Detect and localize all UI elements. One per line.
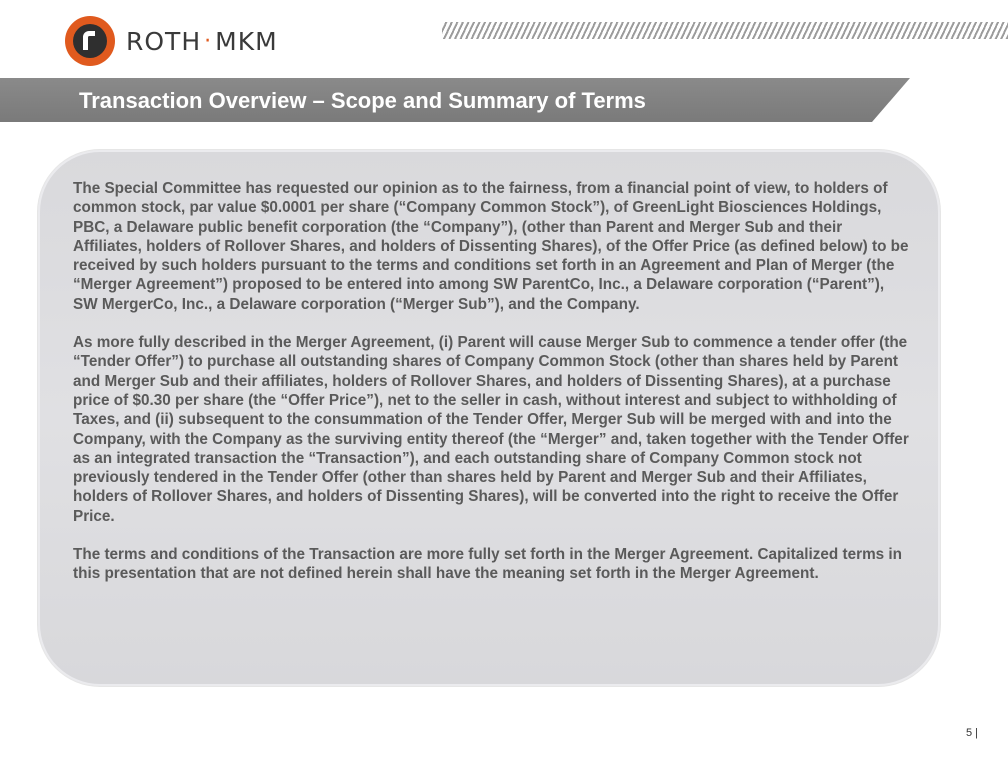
logo-separator: · (204, 28, 213, 54)
roth-mkm-logo (64, 14, 278, 68)
decorative-hatch-band (442, 22, 1008, 39)
page-title: Transaction Overview – Scope and Summary of Terms (79, 88, 646, 113)
title-bar (0, 78, 910, 122)
logo-wordmark (126, 27, 278, 56)
content-text (73, 179, 909, 603)
paragraph-terms-note: The terms and conditions of the Transaction are more fully set forth in the Merger Agreement. Capitalized terms in this presentation that are not defined herein shall have the meaning set forth in the Merger Agreement. (73, 546, 903, 583)
paragraph-transaction-description: As more fully described in the Merger Agreement, (i) Parent will cause Merger Sub to commence a tender offer (the “Tender Offer”) to purchase all outstanding shares of Company Common Stock (other than shares held by Parent and Merger Sub and their affiliates, holders of Rollover Shares, and holders of Dissenting Shares), at a purchase price of $0.30 per share (the “Offer Price”), net to the seller in cash, without interest and subject to withholding of Taxes, and (ii) subsequent to the consummation of the Tender Offer, Merger Sub will be merged with and into the Company, with the Company as the surviving entity thereof (the “Merger” and, taken together with the Tender Offer as an integrated transaction the “Transaction”), and each outstanding share of Company Common stock not previously tendered in the Tender Offer (other than shares held by Parent and Merger Sub and their Affiliates, holders of Rollover Shares, and holders of Dissenting Shares), will be converted into the right to receive the Offer Price. (73, 334, 909, 525)
paragraph-scope: The Special Committee has requested our opinion as to the fairness, from a financial point of view, to holders of common stock, par value $0.0001 per share (“Company Common Stock”), of GreenLight Biosciences Holdings, PBC, a Delaware public benefit corporation (the “Company”), (other than Parent and Merger Sub and their Affiliates, holders of Rollover Shares, and holders of Dissenting Shares), of the Offer Price (as defined below) to be received by such holders pursuant to the terms and conditions set forth in an Agreement and Plan of Merger (the “Merger Agreement”) proposed to be entered into among SW ParentCo, Inc., a Delaware corporation (“Parent”), SW MergerCo, Inc., a Delaware corporation (“Merger Sub”), and the Company. (73, 180, 909, 313)
content-panel (38, 150, 940, 686)
logo-text-right: MKM (215, 26, 278, 56)
page-number: 5 | (965, 727, 978, 739)
logo-text-left: ROTH (126, 26, 202, 56)
roth-mkm-logo-mark-icon (64, 15, 116, 67)
